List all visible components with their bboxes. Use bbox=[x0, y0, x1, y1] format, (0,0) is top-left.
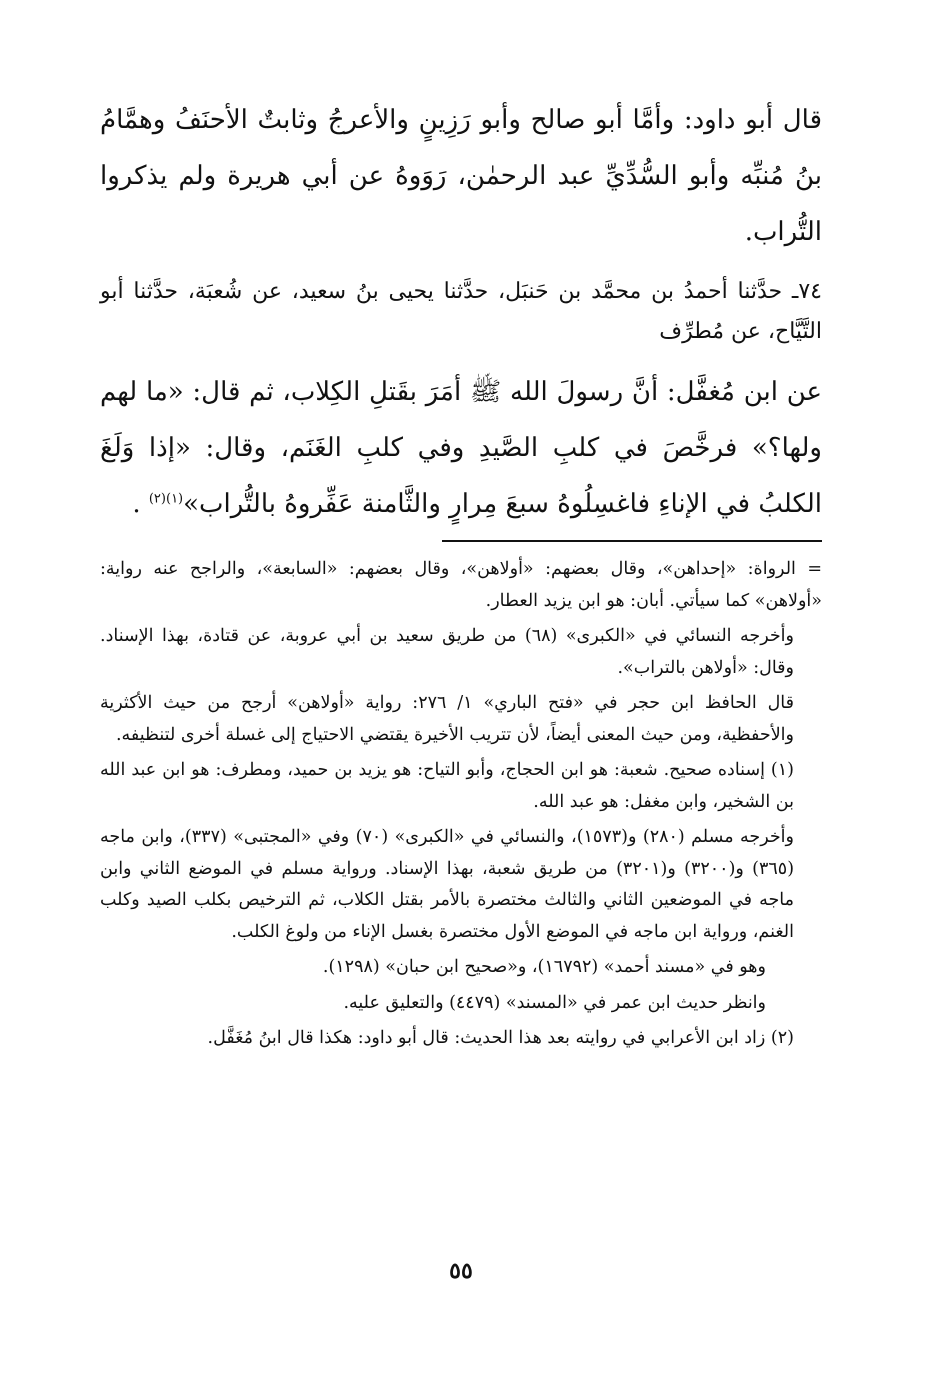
hadith-74-end: . bbox=[132, 489, 141, 519]
footnote-2: (٢) زاد ابن الأعرابي في روايته بعد هذا الحديث: قال أبو داود: هكذا قال ابنُ مُغَفَّل. bbox=[207, 1028, 794, 1048]
footnote-ibn-hajar: قال الحافظ ابن حجر في «فتح الباري» ١/ ٢٧٦: رواية «أولاهن» أرجح من حيث الأكثرية والأحفظية، ومن حيث المعنى أيضاً، لأن تتريب الأخيرة يقتضي الاحتياج إلى غسلة أخرى لتنظيفه. bbox=[100, 693, 794, 745]
footnote-1: (١) إسناده صحيح. شعبة: هو ابن الحجاج، وأبو التياح: هو يزيد بن حميد، ومطرف: هو ابن عبد الله بن الشخير، وابن مغفل: هو عبد الله. bbox=[100, 760, 794, 812]
footnotes bbox=[100, 554, 822, 1059]
page-number: ٥٥ bbox=[449, 1258, 473, 1284]
paragraph-abu-dawud-comment: قال أبو داود: وأمَّا أبو صالح وأبو رَزِينٍ والأعرجُ وثابتٌ الأحنَفُ وهمَّامُ بنُ مُنبِّه وأبو السُّدِّيِّ عبد الرحمٰن، رَوَوهُ عن أبي هريرة ولم يذكروا التُّراب. bbox=[100, 105, 822, 247]
footnote-divider bbox=[442, 540, 822, 542]
footnote-1-musnad: وهو في «مسند أحمد» (١٦٧٩٢)، و«صحيح ابن حبان» (١٢٩٨). bbox=[322, 957, 766, 977]
footnote-nasai: وأخرجه النسائي في «الكبرى» (٦٨) من طريق سعيد بن أبي عروبة، عن قتادة، بهذا الإسناد. وقال: «أولاهن بالتراب». bbox=[100, 626, 794, 678]
footnote-continuation: = الرواة: «إحداهن»، وقال بعضهم: «أولاهن»، وقال بعضهم: «السابعة»، والراجح عنه رواية: «أولاهن» كما سيأتي. أبان: هو ابن يزيد العطار. bbox=[100, 559, 822, 611]
footnote-1-takhrij: وأخرجه مسلم (٢٨٠) و(١٥٧٣)، والنسائي في «الكبرى» (٧٠) وفي «المجتبى» (٣٣٧)، وابن ماجه (٣٦٥) و(٣٢٠٠) و(٣٢٠١) من طريق شعبة، بهذا الإسناد. ورواية مسلم في الموضع الثاني وابن ماجه في الموضعين الثاني والثالث مختصرة بالأمر بقتل الكلاب، ثم الترخيص بكلب الصيد وكلب الغنم، ورواية ابن ماجه في الموضع الأول مختصرة بغسل الإناء من ولوغ الكلب. bbox=[100, 827, 795, 942]
hadith-74-matn bbox=[100, 364, 822, 532]
main-text bbox=[100, 92, 822, 532]
hadith-74-isnad: ٧٤ـ حدَّثنا أحمدُ بن محمَّد بن حَنبَل، حدَّثنا يحيى بنُ سعيد، عن شُعبَة، حدَّثنا أبو التَّيَّاح، عن مُطرِّف bbox=[100, 279, 822, 344]
footnote-refs: (١)(٢) bbox=[148, 491, 184, 507]
book-page bbox=[100, 92, 822, 1292]
footnote-1-see-also: وانظر حديث ابن عمر في «المسند» (٤٤٧٩) والتعليق عليه. bbox=[343, 992, 766, 1013]
hadith-74-text: عن ابن مُغفَّل: أنَّ رسولَ الله ﷺ أمَرَ بقَتلِ الكِلاب، ثم قال: «ما لهم ولها؟» فرخَّصَ في كلبِ الصَّيدِ وفي كلبِ الغَنَم، وقال: «إذا وَلَغَ الكلبُ في الإناءِ فاغسِلُوهُ سبعَ مِرارٍ والثَّامنة عَفِّروهُ بالتُّراب» bbox=[100, 377, 822, 519]
